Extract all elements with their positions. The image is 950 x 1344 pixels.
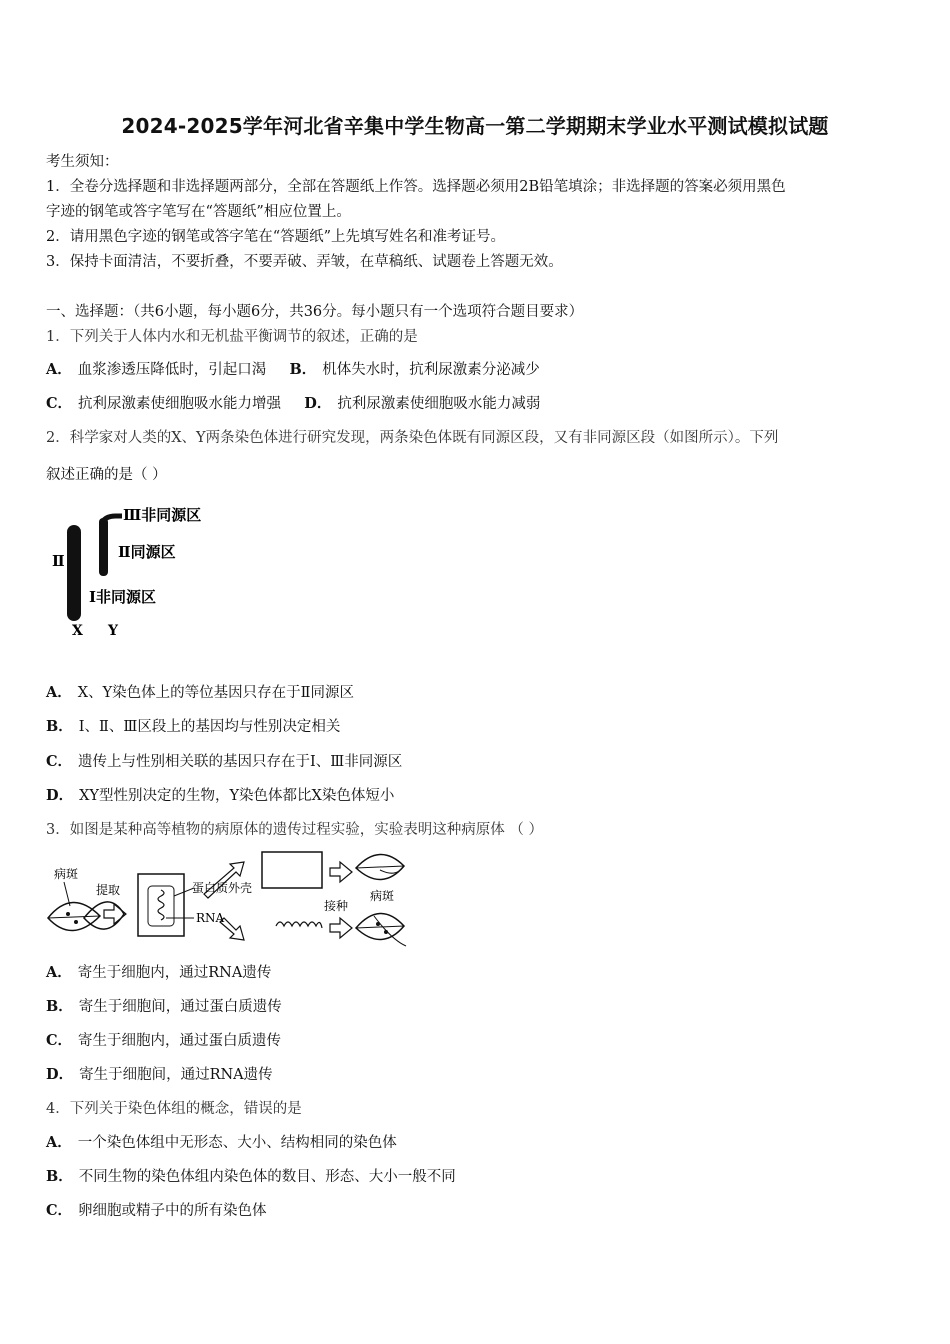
q3-option-a: 寄生于细胞内，通过RNA遗传 [77,965,272,981]
q2-option-b-row [46,717,340,737]
protein-coat-label: 蛋白质外壳 [192,881,253,895]
leaf-bottom-right-icon [356,913,406,946]
q3-option-b: 寄生于细胞间，通过蛋白质遗传 [78,999,282,1015]
virus-box [138,874,184,936]
q4-option-a-label: A． [46,1134,72,1151]
label-ii-homologous: Ⅱ同源区 [118,543,176,561]
q1-options-cd [46,394,540,414]
q3-option-c: 寄生于细胞内，通过蛋白质遗传 [78,1033,282,1049]
q4-option-a: 一个染色体组中无形态、大小、结构相同的染色体 [77,1135,397,1151]
label-x: X [72,623,83,639]
q3-option-a-label: A． [46,964,72,981]
q2-option-d-row [46,786,394,806]
leaf-top-right-icon [356,854,404,879]
q2-option-a-row [46,683,354,703]
q2-option-a-label: A． [46,684,72,701]
q4-stem: 4．下列关于染色体组的概念，错误的是 [46,1101,302,1117]
notice-item-2: 2．请用黑色字迹的钢笔或答字笔在“答题纸”上先填写姓名和准考证号。 [46,229,506,245]
q1-option-a: 血浆渗透压降低时，引起口渴 [77,362,267,378]
q1-option-d-label: D． [304,395,332,412]
q4-option-c-row [46,1201,267,1221]
q2-option-b-label: B． [46,718,73,735]
label-iii-non-homologous: Ⅲ非同源区 [123,506,202,524]
q3-option-c-row [46,1031,281,1051]
q1-option-b: 机体失水时，抗利尿激素分泌减少 [322,362,540,378]
y-chromosome [99,518,108,576]
label-i-non-homologous: Ⅰ非同源区 [89,588,157,606]
q1-option-d: 抗利尿激素使细胞吸水能力减弱 [337,396,541,412]
extract-label: 提取 [96,883,121,897]
q4-option-a-row [46,1133,397,1153]
q3-option-c-label: C． [46,1032,73,1049]
q3-option-d-row [46,1065,273,1085]
notice-item-1-line-2: 字迹的钢笔或答字笔写在“答题纸”相应位置上。 [46,204,351,220]
q2-option-a: X、Y染色体上的等位基因只存在于Ⅱ同源区 [77,685,355,701]
protein-coat-box [262,852,322,888]
label-y: Y [108,623,118,639]
lesion-label-right: 病斑 [370,889,395,903]
q3-option-b-row [46,997,282,1017]
q3-stem: 3．如图是某种高等植物的病原体的遗传过程实验，实验表明这种病原体 （ ） [46,822,543,838]
rna-coil-icon [158,890,164,920]
y-chromosome-top [102,516,122,524]
q4-option-b-label: B． [46,1168,73,1185]
pathogen-experiment-figure [44,848,414,948]
q2-option-b: Ⅰ、Ⅱ、Ⅲ区段上的基因均与性别决定相关 [78,719,341,735]
arrow-right-icon [104,904,126,924]
q1-option-c: 抗利尿激素使细胞吸水能力增强 [78,396,282,412]
xy-chromosome-figure [46,500,246,645]
rna-label: RNA [196,911,225,925]
arrow-right-top-icon [330,862,352,882]
q1-option-a-label: A． [46,361,72,378]
x-chromosome [67,525,81,621]
notice-item-1-line-1: 1．全卷分选择题和非选择题两部分，全部在答题纸上作答。选择题必须用2B铅笔填涂；非选择题的答案必须用黑色 [46,179,786,195]
q2-option-c-row [46,752,402,772]
q4-option-c-label: C． [46,1202,73,1219]
q3-option-d: 寄生于细胞间，通过RNA遗传 [79,1067,273,1083]
q4-option-b: 不同生物的染色体组内染色体的数目、形态、大小一般不同 [78,1169,456,1185]
q1-options-ab [46,360,540,380]
notice-item-3: 3．保持卡面清洁，不要折叠，不要弄破、弄皱，在草稿纸、试题卷上答题无效。 [46,254,563,270]
q2-stem-line-1: 2．科学家对人类的X、Y两条染色体进行研究发现，两条染色体既有同源区段，又有非同源区段（如图所示）。下列 [46,430,779,446]
notice-heading: 考生须知： [46,154,119,170]
arrow-right-bottom-icon [330,918,352,938]
q1-option-b-label: B． [289,361,317,378]
label-ii-left: Ⅱ [52,552,65,570]
q2-option-d-label: D． [46,787,74,804]
q3-option-b-label: B． [46,998,73,1015]
lesion-label-left: 病斑 [54,867,79,881]
q4-option-b-row [46,1167,456,1187]
q2-stem-line-2: 叙述正确的是（ ） [46,467,167,483]
q3-option-a-row [46,963,271,983]
page-title: 2024-2025学年河北省辛集中学生物高一第二学期期末学业水平测试模拟试题 [121,114,829,138]
q4-option-c: 卵细胞或精子中的所有染色体 [78,1203,267,1219]
q2-option-c: 遗传上与性别相关联的基因只存在于Ⅰ、Ⅲ非同源区 [78,754,403,770]
q1-stem: 1．下列关于人体内水和无机盐平衡调节的叙述，正确的是 [46,329,418,345]
q2-option-c-label: C． [46,753,73,770]
rna-strand-icon [276,922,322,928]
inoculate-label: 接种 [324,899,349,913]
section-heading: 一、选择题：（共6小题，每小题6分，共36分。每小题只有一个选项符合题目要求） [46,304,584,320]
q2-option-d: XY型性别决定的生物，Y染色体都比X染色体短小 [79,788,395,804]
q3-option-d-label: D． [46,1066,74,1083]
q1-option-c-label: C． [46,395,73,412]
